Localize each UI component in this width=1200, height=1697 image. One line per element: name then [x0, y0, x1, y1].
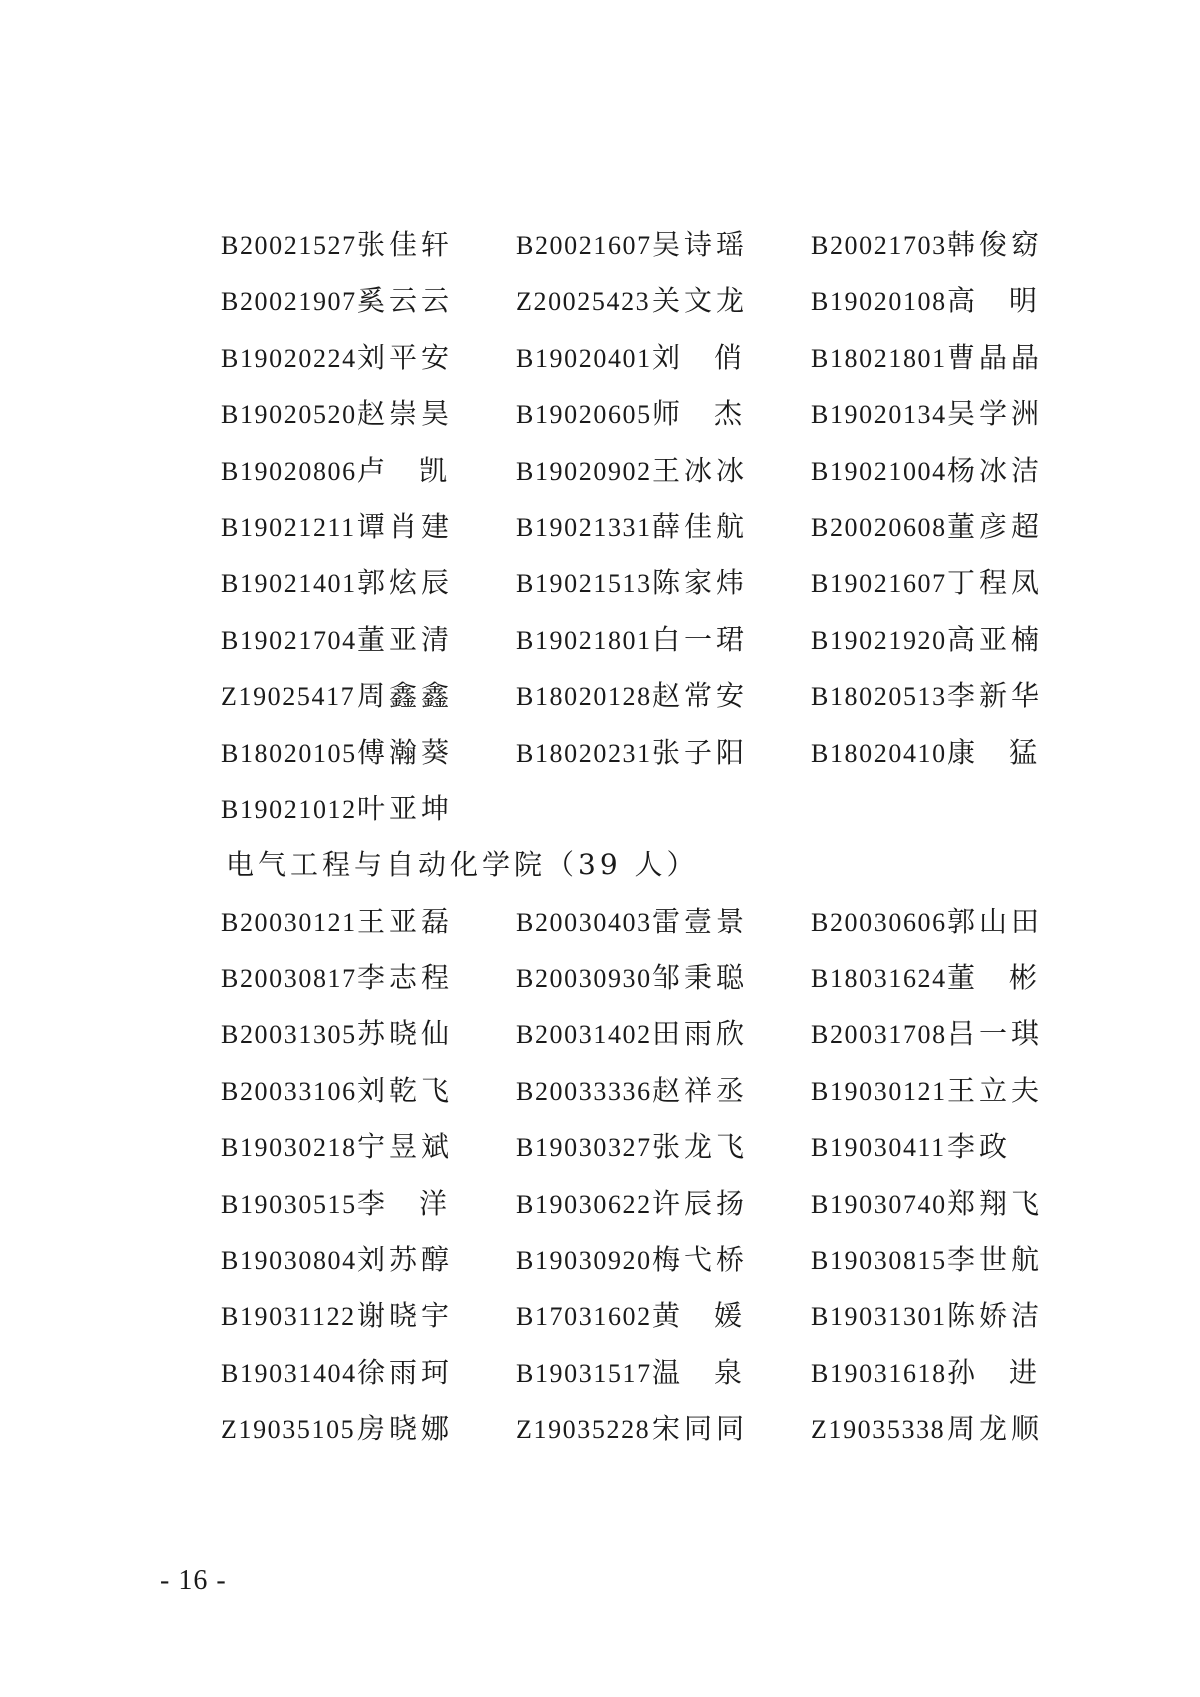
- list-row: [0, 1293, 1200, 1349]
- student-id: B19021401: [221, 569, 357, 599]
- student-name: 雷壹景: [652, 904, 749, 938]
- list-row: [0, 1237, 1200, 1293]
- list-row: [0, 278, 1200, 334]
- student-id: B19021704: [221, 625, 357, 655]
- student-name: 郑翔飞: [947, 1186, 1044, 1220]
- student-entry: [516, 617, 748, 673]
- student-id: B20030606: [811, 907, 947, 937]
- list-row: [0, 955, 1200, 1011]
- student-name: 孙 进: [947, 1355, 1037, 1389]
- list-row: [0, 1124, 1200, 1180]
- student-id: B20021703: [811, 231, 947, 260]
- student-entry: [811, 448, 1043, 504]
- student-entry: [221, 899, 453, 955]
- student-id: B19021607: [811, 569, 947, 599]
- student-entry: [811, 955, 1037, 1011]
- student-name: 李新华: [947, 679, 1044, 713]
- student-id: B17031602: [516, 1302, 652, 1332]
- student-list-block-2: [0, 899, 1200, 1463]
- student-entry: [516, 1181, 748, 1237]
- student-name: 高 明: [947, 284, 1037, 318]
- student-entry: [811, 391, 1043, 447]
- student-name: 李志程: [357, 961, 454, 995]
- list-row: [0, 335, 1200, 391]
- student-id: Z20025423: [516, 287, 651, 317]
- student-entry: [221, 391, 453, 447]
- list-row: [0, 222, 1200, 278]
- list-row: [0, 1068, 1200, 1124]
- student-entry: [221, 504, 453, 560]
- student-entry: [516, 278, 748, 334]
- student-entry: [516, 504, 748, 560]
- student-entry: [811, 278, 1037, 334]
- student-id: B20021527: [221, 231, 357, 260]
- student-entry: [516, 1350, 742, 1406]
- student-entry: [811, 730, 1037, 786]
- student-entry: [811, 1068, 1043, 1124]
- student-entry: [516, 955, 748, 1011]
- student-name: 赵祥丞: [652, 1073, 749, 1107]
- student-name: 黄 媛: [652, 1299, 742, 1333]
- student-name: 曹晶晶: [947, 340, 1044, 374]
- list-row: [0, 391, 1200, 447]
- student-entry: [221, 222, 453, 278]
- student-name: 王亚磊: [357, 904, 454, 938]
- student-id: B19030327: [516, 1133, 652, 1163]
- student-entry: [221, 1068, 453, 1124]
- student-list-block-1: [0, 222, 1200, 842]
- student-id: B19031122: [221, 1302, 356, 1332]
- student-name: 李 洋: [357, 1186, 447, 1220]
- student-id: Z19025417: [221, 682, 356, 712]
- student-id: B20020608: [811, 512, 947, 542]
- student-entry: [811, 617, 1043, 673]
- student-entry: [221, 617, 453, 673]
- student-entry: [221, 335, 453, 391]
- student-id: Z19035105: [221, 1415, 356, 1445]
- student-id: B19030740: [811, 1189, 947, 1219]
- student-entry: [221, 1293, 453, 1349]
- student-name: 张子阳: [652, 735, 749, 769]
- student-name: 陈娇洁: [947, 1299, 1044, 1333]
- student-id: B19020605: [516, 400, 652, 430]
- name-list: [0, 222, 1200, 1463]
- student-name: 周龙顺: [947, 1412, 1044, 1446]
- student-id: B18021801: [811, 343, 947, 373]
- student-id: B19020401: [516, 343, 652, 373]
- student-name: 谭肖建: [357, 509, 454, 543]
- student-entry: [221, 1124, 453, 1180]
- student-id: B20030121: [221, 907, 357, 937]
- student-entry: [516, 1237, 748, 1293]
- student-name: 刘平安: [357, 340, 454, 374]
- student-name: 杨冰洁: [947, 453, 1044, 487]
- student-id: B20021907: [221, 287, 357, 317]
- student-name: 房晓娜: [357, 1412, 454, 1446]
- student-id: B19020806: [221, 456, 357, 486]
- student-name: 田雨欣: [652, 1017, 749, 1051]
- student-name: 郭山田: [947, 904, 1044, 938]
- student-entry: [516, 730, 748, 786]
- student-entry: [221, 730, 453, 786]
- student-name: 徐雨珂: [357, 1355, 454, 1389]
- student-entry: [811, 1406, 1043, 1462]
- student-id: B20031305: [221, 1020, 357, 1050]
- student-name: 王冰冰: [652, 453, 749, 487]
- student-name: 薛佳航: [652, 509, 749, 543]
- student-name: 卢 凯: [357, 453, 447, 487]
- list-row: [0, 899, 1200, 955]
- student-name: 温 泉: [652, 1355, 742, 1389]
- student-id: B20030403: [516, 907, 652, 937]
- student-entry: [221, 1181, 447, 1237]
- student-id: B19021801: [516, 625, 652, 655]
- student-name: 董 彬: [947, 961, 1037, 995]
- student-name: 白一珺: [652, 622, 749, 656]
- student-id: B19021513: [516, 569, 652, 599]
- student-name: 傅瀚葵: [357, 735, 454, 769]
- student-id: Z19035338: [811, 1415, 946, 1445]
- student-entry: [221, 955, 453, 1011]
- student-id: B19020520: [221, 400, 357, 430]
- student-id: B18020128: [516, 682, 652, 712]
- student-entry: [221, 1350, 453, 1406]
- student-name: 赵常安: [652, 679, 749, 713]
- student-entry: [516, 1011, 748, 1067]
- student-name: 许辰扬: [652, 1186, 749, 1220]
- student-name: 苏晓仙: [357, 1017, 454, 1051]
- student-entry: [516, 899, 748, 955]
- student-entry: [516, 1406, 748, 1462]
- student-id: B19031517: [516, 1358, 652, 1388]
- student-id: B19020108: [811, 287, 947, 317]
- student-entry: [811, 504, 1043, 560]
- student-id: B19030920: [516, 1246, 652, 1276]
- student-entry: [811, 1124, 1011, 1180]
- student-id: B20033106: [221, 1076, 357, 1106]
- student-name: 康 猛: [947, 735, 1037, 769]
- student-entry: [516, 335, 742, 391]
- student-name: 董亚清: [357, 622, 454, 656]
- student-entry: [221, 448, 447, 504]
- list-row: [0, 730, 1200, 786]
- student-entry: [516, 560, 748, 616]
- student-id: B19031404: [221, 1358, 357, 1388]
- student-entry: [221, 560, 453, 616]
- list-row: [0, 560, 1200, 616]
- student-id: B20031708: [811, 1020, 947, 1050]
- student-id: B19020902: [516, 456, 652, 486]
- list-row: [0, 504, 1200, 560]
- student-name: 高亚楠: [947, 622, 1044, 656]
- student-id: B19030622: [516, 1189, 652, 1219]
- list-row: [0, 1011, 1200, 1067]
- page-number: - 16 -: [160, 1565, 227, 1596]
- student-name: 刘 俏: [652, 340, 742, 374]
- student-name: 刘苏醇: [357, 1243, 454, 1277]
- student-id: B18020513: [811, 682, 947, 712]
- student-name: 刘乾飞: [357, 1073, 454, 1107]
- student-id: Z19035228: [516, 1415, 651, 1445]
- student-name: 叶亚坤: [357, 791, 454, 825]
- student-name: 周鑫鑫: [357, 679, 454, 713]
- student-entry: [811, 899, 1043, 955]
- student-id: B20031402: [516, 1020, 652, 1050]
- list-row: [0, 617, 1200, 673]
- student-name: 谢晓宇: [357, 1299, 454, 1333]
- student-name: 赵崇昊: [357, 397, 454, 431]
- student-entry: [811, 560, 1043, 616]
- student-entry: [516, 448, 748, 504]
- student-name: 李政: [947, 1130, 1012, 1164]
- student-id: B19020224: [221, 343, 357, 373]
- student-id: B18020231: [516, 738, 652, 768]
- student-id: B19030411: [811, 1133, 946, 1163]
- student-id: B20030930: [516, 964, 652, 994]
- student-id: B19021211: [221, 512, 356, 542]
- student-name: 李世航: [947, 1243, 1044, 1277]
- student-name: 张龙飞: [652, 1130, 749, 1164]
- student-entry: [221, 278, 453, 334]
- student-id: B19030218: [221, 1133, 357, 1163]
- student-name: 师 杰: [652, 397, 742, 431]
- student-id: B19030815: [811, 1246, 947, 1276]
- student-id: B18031624: [811, 964, 947, 994]
- student-name: 丁程凤: [947, 566, 1044, 600]
- student-name: 关文龙: [652, 284, 749, 318]
- student-entry: [516, 391, 742, 447]
- student-id: B19021920: [811, 625, 947, 655]
- student-entry: [516, 222, 748, 278]
- student-id: B19030515: [221, 1189, 357, 1219]
- list-row: [0, 786, 1200, 842]
- student-id: B19021331: [516, 512, 652, 542]
- student-entry: [221, 786, 453, 842]
- student-id: B19030121: [811, 1076, 947, 1106]
- student-name: 郭炫辰: [357, 566, 454, 600]
- student-entry: [811, 1181, 1043, 1237]
- student-name: 奚云云: [357, 284, 454, 318]
- list-row: [0, 1406, 1200, 1462]
- student-name: 宁昱斌: [357, 1130, 454, 1164]
- student-entry: [516, 1293, 742, 1349]
- student-id: B19031301: [811, 1302, 947, 1332]
- student-name: 宋同同: [652, 1412, 749, 1446]
- student-entry: [811, 335, 1043, 391]
- student-name: 吴学洲: [947, 397, 1044, 431]
- student-entry: [221, 1237, 453, 1293]
- student-entry: [811, 1293, 1043, 1349]
- student-id: B20033336: [516, 1076, 652, 1106]
- student-entry: [516, 673, 748, 729]
- student-entry: [221, 1011, 453, 1067]
- student-id: B18020105: [221, 738, 357, 768]
- student-entry: [221, 1406, 453, 1462]
- student-name: 张佳轩: [357, 228, 454, 261]
- student-id: B19031618: [811, 1358, 947, 1388]
- student-entry: [811, 1011, 1043, 1067]
- student-id: B19021012: [221, 794, 357, 824]
- student-entry: [811, 1350, 1037, 1406]
- list-row: [0, 1181, 1200, 1237]
- student-name: 梅弋桥: [652, 1243, 749, 1277]
- student-name: 王立夫: [947, 1073, 1044, 1107]
- student-id: B19020134: [811, 400, 947, 430]
- student-entry: [811, 1237, 1043, 1293]
- student-name: 韩俊窈: [947, 228, 1044, 261]
- student-entry: [811, 673, 1043, 729]
- list-row: [0, 448, 1200, 504]
- student-name: 邹秉聪: [652, 961, 749, 995]
- student-name: 陈家炜: [652, 566, 749, 600]
- student-name: 董彦超: [947, 509, 1044, 543]
- section-title: 电气工程与自动化学院（39 人）: [226, 848, 699, 882]
- list-row: [0, 1350, 1200, 1406]
- student-entry: [811, 222, 1043, 278]
- student-id: B19030804: [221, 1246, 357, 1276]
- student-entry: [516, 1124, 748, 1180]
- student-id: B20021607: [516, 231, 652, 260]
- student-id: B18020410: [811, 738, 947, 768]
- student-name: 吴诗瑶: [652, 228, 749, 261]
- list-row: [0, 673, 1200, 729]
- student-name: 吕一琪: [947, 1017, 1044, 1051]
- student-entry: [221, 673, 453, 729]
- student-entry: [516, 1068, 748, 1124]
- student-id: B20030817: [221, 964, 357, 994]
- student-id: B19021004: [811, 456, 947, 486]
